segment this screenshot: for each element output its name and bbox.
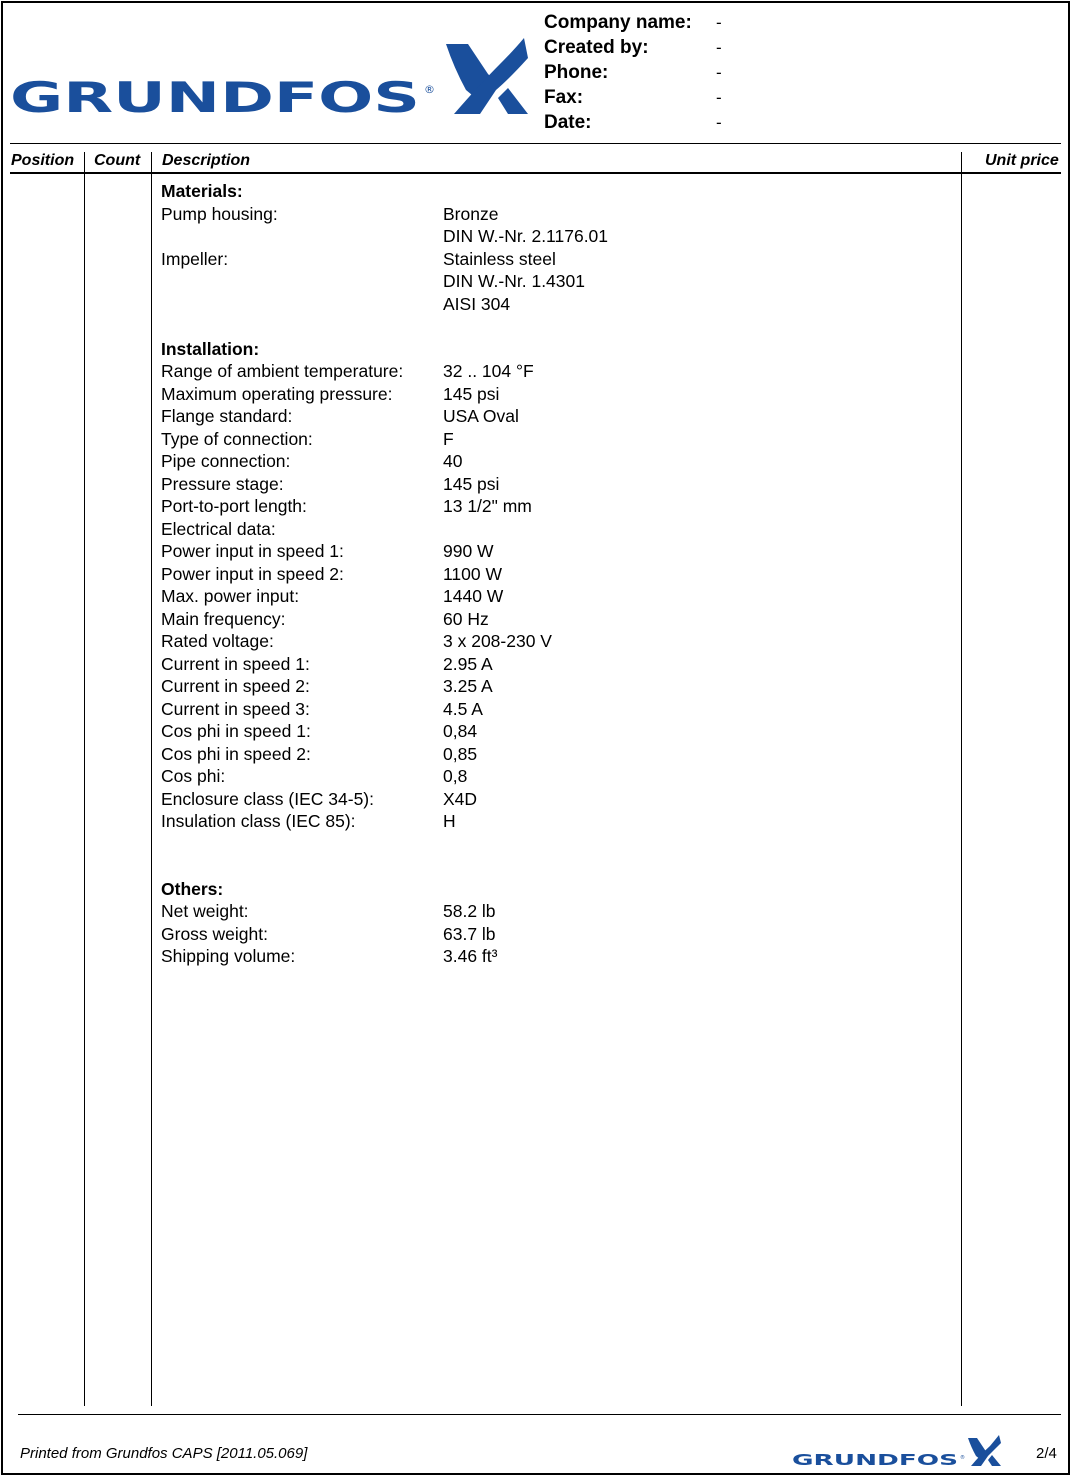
property-label: Range of ambient temperature: [161, 361, 404, 381]
installation-row [161, 360, 608, 383]
installation-row [161, 383, 608, 406]
property-label: Power input in speed 1: [161, 541, 344, 561]
installation-row [161, 518, 608, 541]
property-value: 990 W [443, 541, 494, 561]
installation-row [161, 428, 608, 451]
property-label [161, 270, 443, 293]
header-row [544, 10, 722, 35]
property-value: 0,8 [443, 766, 468, 786]
property-value: Stainless steel [443, 248, 556, 269]
materials-row [161, 203, 608, 226]
column-divider-count [151, 152, 152, 1406]
printed-from-text: Printed from Grundfos CAPS [2011.05.069] [20, 1445, 308, 1462]
page-number: 2/4 [1036, 1445, 1057, 1462]
property-label: Pressure stage: [161, 473, 284, 494]
others-list [161, 900, 608, 968]
materials-row [161, 225, 608, 248]
property-value: 63.7 lb [443, 923, 496, 944]
property-value: F [443, 428, 454, 449]
section-title-others: Others: [161, 878, 224, 899]
installation-row [161, 810, 608, 833]
property-label: Cos phi in speed 2: [161, 743, 311, 764]
column-header-description: Description [162, 152, 251, 169]
section-title-installation: Installation: [161, 338, 260, 359]
header-label: Phone: [544, 61, 609, 83]
header-info [544, 10, 722, 135]
property-value: 145 psi [443, 473, 500, 494]
property-label: Gross weight: [161, 923, 268, 944]
property-label: Main frequency: [161, 608, 286, 629]
property-label: Cos phi: [161, 766, 226, 786]
header-label: Date: [544, 111, 592, 133]
grundfos-logo-text: GRUNDFOS [10, 73, 420, 118]
property-label: Pump housing: [161, 203, 278, 224]
property-value: 0,84 [443, 721, 478, 741]
property-label: Current in speed 1: [161, 653, 310, 674]
installation-row [161, 585, 608, 608]
registered-mark: ® [960, 1455, 965, 1461]
property-label: Maximum operating pressure: [161, 383, 393, 404]
header-label: Company name: [544, 11, 692, 33]
column-header-unit-price: Unit price [985, 152, 1059, 169]
property-label [161, 293, 443, 316]
property-label: Flange standard: [161, 406, 293, 426]
property-value: 4.5 A [443, 698, 483, 719]
description-content [161, 180, 608, 968]
materials-row [161, 270, 608, 293]
property-value: H [443, 811, 456, 831]
property-value: 3.25 A [443, 676, 493, 696]
property-value: 32 .. 104 °F [443, 361, 534, 381]
property-value: AISI 304 [443, 293, 511, 314]
materials-row [161, 248, 608, 271]
property-label: Cos phi in speed 1: [161, 721, 311, 741]
property-label: Rated voltage: [161, 631, 274, 651]
property-value: X4D [443, 788, 478, 809]
column-divider-position [84, 152, 85, 1406]
installation-row [161, 675, 608, 698]
property-value: 1100 W [443, 563, 503, 584]
property-label: Type of connection: [161, 428, 313, 449]
property-label: Current in speed 2: [161, 676, 310, 696]
header-value: - [716, 12, 722, 32]
property-value: DIN W.-Nr. 1.4301 [443, 271, 585, 291]
installation-row [161, 630, 608, 653]
header-label: Created by: [544, 36, 649, 58]
section-title-materials: Materials: [161, 181, 243, 201]
property-value: 13 1/2" mm [443, 496, 532, 516]
others-row [161, 945, 608, 968]
registered-mark: ® [424, 83, 435, 96]
installation-row [161, 653, 608, 676]
header-value: - [716, 112, 722, 132]
others-row [161, 900, 608, 923]
spacer [161, 833, 608, 856]
property-label: Electrical data: [161, 518, 276, 539]
installation-row [161, 743, 608, 766]
column-header-count: Count [94, 152, 141, 169]
header-value: - [716, 62, 722, 82]
installation-row [161, 698, 608, 721]
header-row [544, 85, 722, 110]
property-label: Impeller: [161, 248, 229, 269]
property-value: 3.46 ft³ [443, 946, 498, 966]
header-divider [10, 143, 1061, 144]
property-label: Port-to-port length: [161, 496, 307, 516]
installation-row [161, 765, 608, 788]
installation-row [161, 540, 608, 563]
column-header-position: Position [11, 152, 75, 169]
installation-row [161, 450, 608, 473]
materials-row [161, 293, 608, 316]
property-value: 0,85 [443, 743, 478, 764]
property-label: Power input in speed 2: [161, 563, 344, 584]
others-row [161, 923, 608, 946]
installation-list [161, 360, 608, 833]
property-label: Insulation class (IEC 85): [161, 811, 356, 831]
column-divider-description [961, 152, 962, 1406]
property-value: USA Oval [443, 406, 519, 426]
header-row [544, 110, 722, 135]
spacer [161, 855, 608, 878]
header-row [544, 35, 722, 60]
property-label: Pipe connection: [161, 451, 291, 471]
installation-row [161, 495, 608, 518]
installation-row [161, 563, 608, 586]
grundfos-x-mark [446, 38, 528, 114]
property-label [161, 225, 443, 248]
property-value: 3 x 208-230 V [443, 631, 552, 651]
property-value: 1440 W [443, 586, 504, 606]
property-value: 40 [443, 451, 463, 471]
materials-list [161, 203, 608, 316]
property-value: 145 psi [443, 383, 500, 404]
header-value: - [716, 37, 722, 57]
installation-row [161, 788, 608, 811]
property-value: 58.2 lb [443, 901, 496, 921]
property-label: Enclosure class (IEC 34-5): [161, 788, 374, 809]
header-value: - [716, 87, 722, 107]
header-label: Fax: [544, 86, 584, 108]
installation-row [161, 720, 608, 743]
property-label: Shipping volume: [161, 946, 296, 966]
header-row [544, 60, 722, 85]
property-value: 2.95 A [443, 653, 493, 674]
grundfos-logo [10, 38, 530, 118]
grundfos-footer-logo [792, 1435, 1004, 1469]
property-value: DIN W.-Nr. 2.1176.01 [443, 226, 609, 246]
installation-row [161, 405, 608, 428]
grundfos-footer-logo-text: GRUNDFOS [792, 1451, 958, 1469]
column-header-divider [10, 172, 1061, 174]
spacer [161, 315, 608, 338]
footer-divider [18, 1414, 1061, 1415]
property-label: Max. power input: [161, 586, 300, 606]
grundfos-footer-x-mark [968, 1435, 1001, 1466]
property-value: Bronze [443, 203, 499, 224]
installation-row [161, 608, 608, 631]
property-value: 60 Hz [443, 608, 489, 629]
property-label: Current in speed 3: [161, 698, 310, 719]
installation-row [161, 473, 608, 496]
property-label: Net weight: [161, 901, 249, 921]
